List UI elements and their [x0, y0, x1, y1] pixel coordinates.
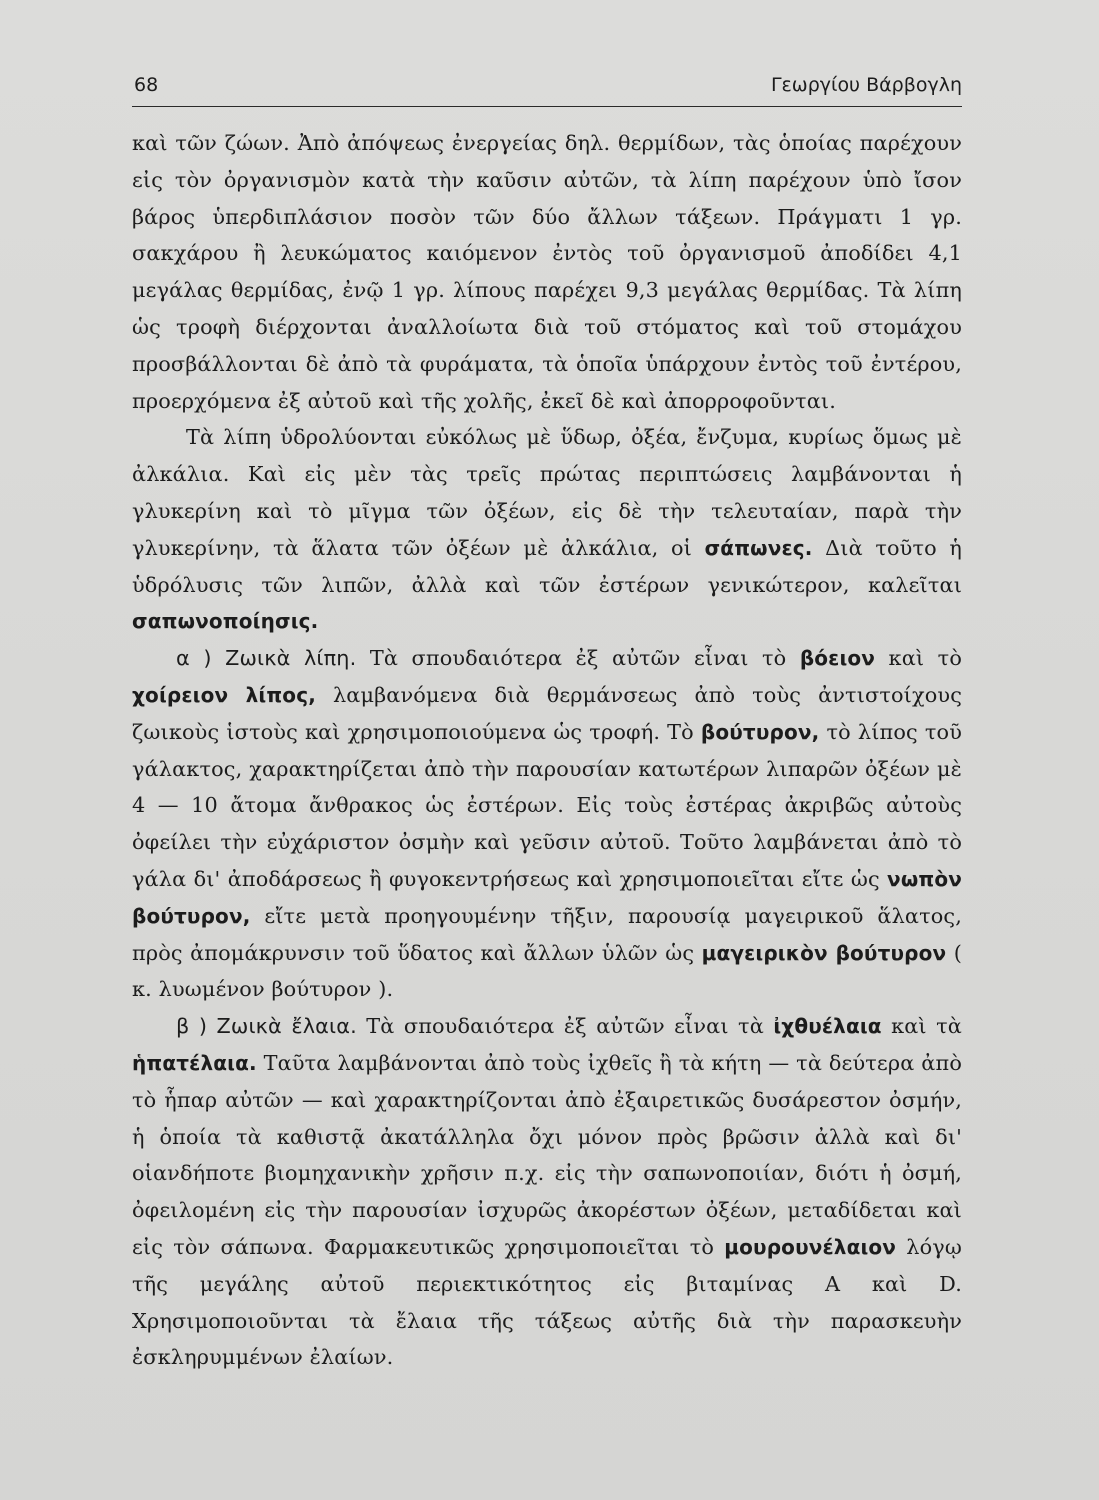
paragraph-3: [132, 640, 962, 1008]
paragraph-text: Τὰ λίπη ὑδρολύονται εὐκόλως μὲ ὕδωρ, ὀξέα, ἔνζυμα, κυρίως ὅμως μὲ ἀλκάλια. Καὶ εἰς μὲν τὰς τρεῖς πρώτας περιπτώσεις λαμβάνονται ἡ γλυκερίνη καὶ τὸ μῖγμα τῶν ὀξέων, εἰς δὲ τὴν τελευταίαν, παρὰ τὴν γλυκερίνην, τὰ ἅλατα τῶν ὀξέων μὲ ἀλκάλια, οἱ: [132, 425, 962, 560]
page-number: 68: [134, 74, 159, 96]
page-header: [132, 72, 962, 107]
paragraph-1: [132, 125, 962, 419]
body-text: [132, 125, 962, 1376]
paragraph-text: καὶ τῶν ζώων. Ἀπὸ ἀπόψεως ἐνεργείας δηλ. θερμίδων, τὰς ὁποίας παρέχουν εἰς τὸν ὀργανισμὸν κατὰ τὴν καῦσιν αὐτῶν, τὰ λίπη παρέχουν ὑπὸ ἴσον βάρος ὑπερδιπλάσιον ποσὸν τῶν δύο ἄλλων τάξεων. Πράγματι 1 γρ. σακχάρου ἢ λευκώματος καιόμενον ἐντὸς τοῦ ὀργανισμοῦ ἀποδίδει 4,1 μεγάλας θερμίδας, ἐνῷ 1 γρ. λίπους παρέχει 9,3 μεγάλας θερμίδας. Τὰ λίπη ὡς τροφὴ διέρχονται ἀναλλοίωτα διὰ τοῦ στόματος καὶ τοῦ στομάχου προσβάλλονται δὲ ἀπὸ τὰ φυράματα, τὰ ὁποῖα ὑπάρχουν ἐντὸς τοῦ ἐντέρου, προερχόμενα ἐξ αὐτοῦ καὶ τῆς χολῆς, ἐκεῖ δὲ καὶ ἀπορροφοῦνται.: [132, 131, 962, 413]
term-sapones: σάπωνες.: [704, 535, 813, 560]
paragraph-text: ( κ. λυωμένον βούτυρον ).: [132, 940, 962, 1002]
paragraph-text: λαμβανόμενα διὰ θερμάνσεως ἀπὸ τοὺς ἀντιστοίχους ζωικοὺς ἱστοὺς καὶ χρησιμοποιούμενα ὡς τροφή. Τὸ: [132, 682, 962, 744]
term-boeion: βόειον: [799, 646, 876, 671]
paragraph-text: Διὰ τοῦτο ἡ ὑδρόλυσις τῶν λιπῶν, ἀλλὰ καὶ τῶν ἐστέρων γενικώτερον, καλεῖται: [132, 535, 962, 597]
paragraph-text: τὸ λίπος τοῦ γάλακτος, χαρακτηρίζεται ἀπὸ τὴν παρουσίαν κατωτέρων λιπαρῶν ὀξέων μὲ 4 — 10 ἄτομα ἄνθρακος ὡς ἐστέρων. Εἰς τοὺς ἐστέρας ἀκριβῶς αὐτοὺς ὀφείλει τὴν εὐχάριστον ὀσμὴν καὶ γεῦσιν αὐτοῦ. Τοῦτο λαμβάνεται ἀπὸ τὸ γάλα δι' ἀποδάρσεως ἢ φυγοκεντρήσεως καὶ χρησιμοποιεῖται εἴτε ὡς: [132, 719, 962, 891]
paragraph-text: καὶ τὸ: [875, 646, 962, 671]
section-label-a: α ) Ζωικὰ λίπη.: [176, 646, 357, 671]
term-ipatelaia: ἡπατέλαια.: [132, 1050, 257, 1075]
term-saponopoiisis: σαπωνοποίησις.: [132, 609, 319, 634]
paragraph-text: Τὰ σπουδαιότερα ἐξ αὐτῶν εἶναι τὰ: [356, 1014, 774, 1039]
paragraph-text: Ταῦτα λαμβάνονται ἀπὸ τοὺς ἰχθεῖς ἢ τὰ κήτη — τὰ δεύτερα ἀπὸ τὸ ἧπαρ αὐτῶν — καὶ χαρακτηρίζονται ἀπὸ ἐξαιρετικῶς δυσάρεστον ὀσμήν, ἡ ὁποία τὰ καθιστᾷ ἀκατάλληλα ὄχι μόνον πρὸς βρῶσιν ἀλλὰ καὶ δι' οἱανδήποτε βιομηχανικὴν χρῆσιν π.χ. εἰς τὴν σαπωνοποιίαν, διότι ἡ ὀσμή, ὀφειλομένη εἰς τὴν παρουσίαν ἰσχυρῶς ἀκορέστων ὀξέων, μεταδίδεται καὶ εἰς τὸν σάπωνα. Φαρμακευτικῶς χρησιμοποιεῖται τὸ: [132, 1050, 962, 1259]
paragraph-text: λόγῳ τῆς μεγάλης αὐτοῦ περιεκτικότητος εἰς βιταμίνας A καὶ D. Χρησιμοποιοῦνται τὰ ἔλαια τῆς τάξεως αὐτῆς διὰ τὴν παρασκευὴν ἐσκληρυμμένων ἐλαίων.: [132, 1234, 962, 1370]
term-nopon-voutyron: νωπὸν βούτυρον,: [132, 866, 962, 928]
paragraph-text: καὶ τὰ: [881, 1014, 962, 1039]
section-label-b: β ) Ζωικὰ ἔλαια.: [176, 1014, 357, 1039]
term-choireion-lipos: χοίρειον λίπος,: [132, 682, 316, 707]
running-head: Γεωργίου Βάρβογλη: [770, 74, 962, 96]
term-ichthyelaia: ἰχθυέλαια: [773, 1014, 882, 1039]
term-mourounelaion: μουρουνέλαιον: [724, 1234, 897, 1259]
paragraph-text: εἴτε μετὰ προηγουμένην τῆξιν, παρουσίᾳ μαγειρικοῦ ἅλατος, πρὸς ἀπομάκρυνσιν τοῦ ὕδατος καὶ ἄλλων ὑλῶν ὡς: [132, 903, 962, 965]
paragraph-2: [132, 419, 962, 640]
term-mageirikon-voutyron: μαγειρικὸν βούτυρον: [701, 940, 947, 965]
paragraph-text: Τὰ σπουδαιότερα ἐξ αὐτῶν εἶναι τὸ: [356, 646, 800, 671]
term-voutyron: βούτυρον,: [700, 719, 820, 744]
paragraph-4: [132, 1008, 962, 1376]
